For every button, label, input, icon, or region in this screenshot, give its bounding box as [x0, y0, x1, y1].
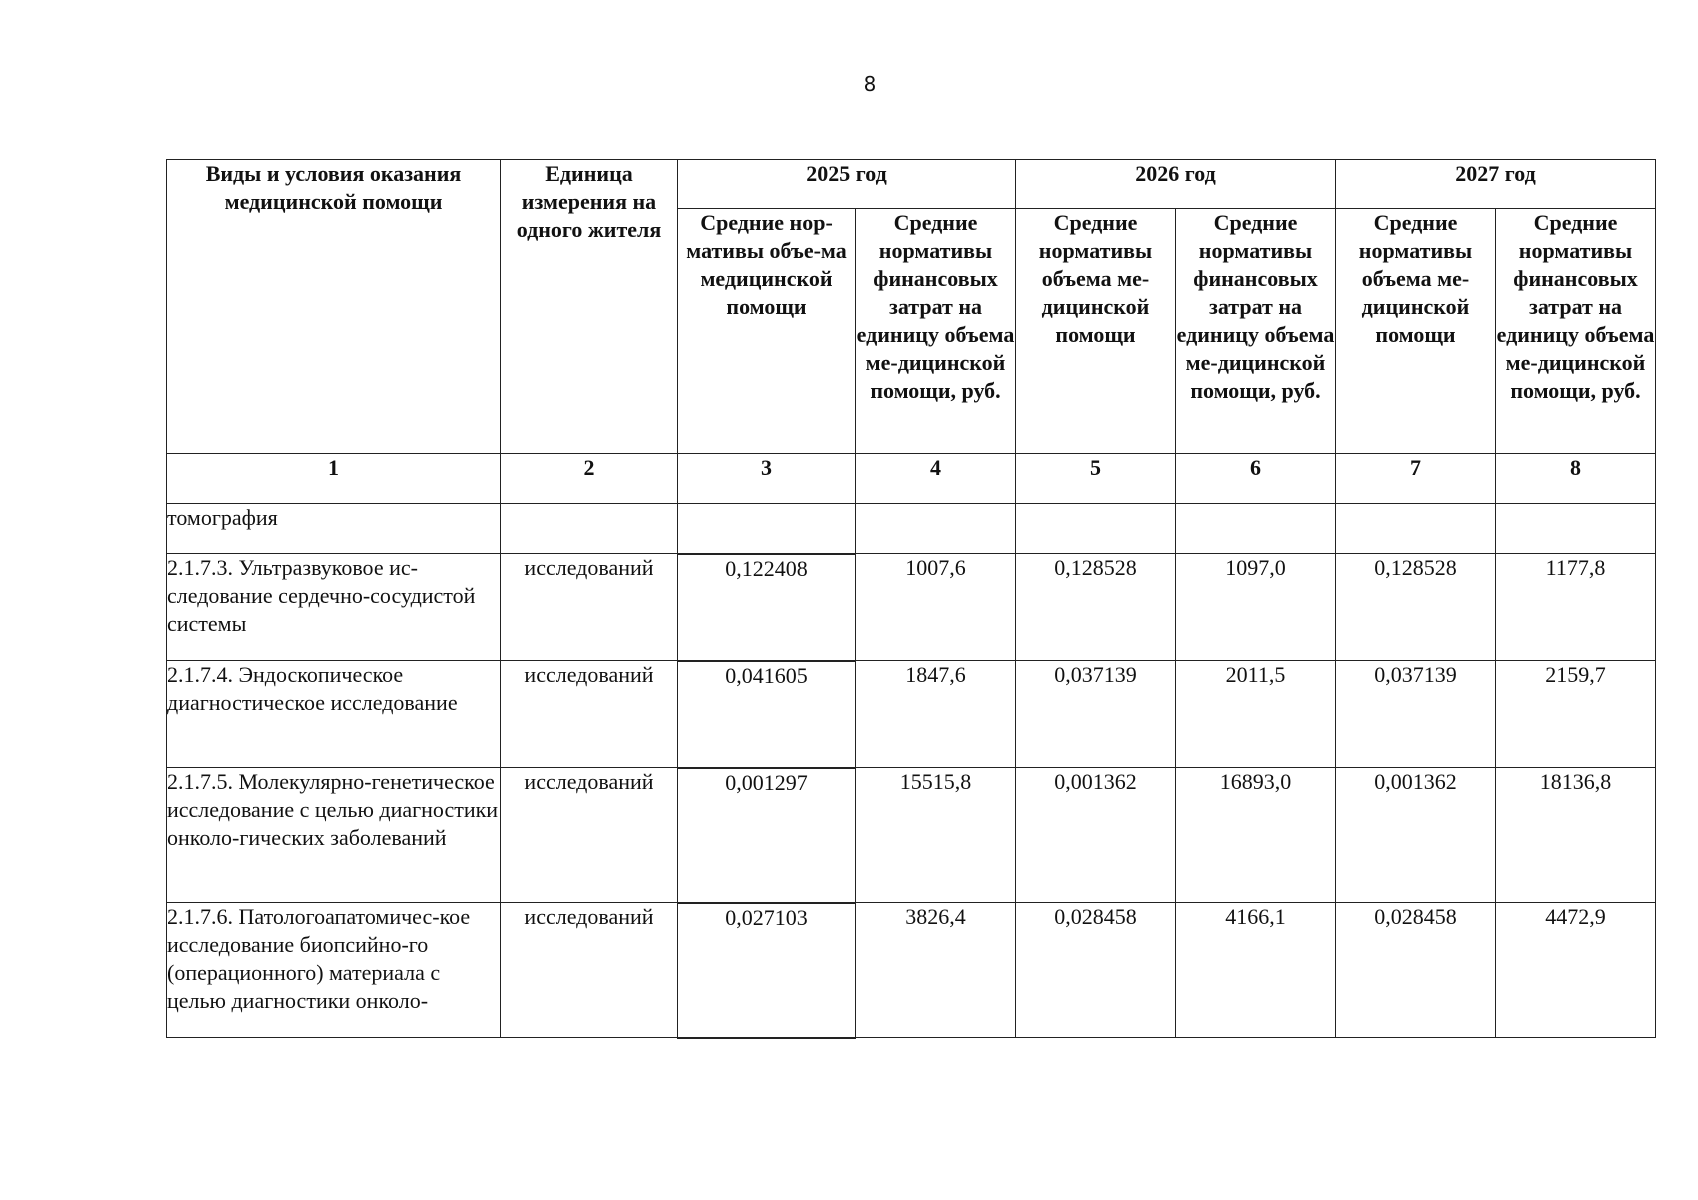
- header-types-of-care: Виды и условия оказания медицинской помощи: [167, 160, 501, 454]
- row-volume-2027: 0,037139: [1336, 661, 1496, 768]
- row-name: 2.1.7.3. Ультразвуковое ис-следование сердечно-сосудистой системы: [167, 554, 501, 661]
- row-unit: исследований: [501, 554, 678, 661]
- header-cost-2027: Средние нормативы финансовых затрат на единицу объема ме-дицинской помощи, руб.: [1496, 209, 1656, 454]
- row-volume-2025: [678, 504, 856, 554]
- row-cost-2027: 4472,9: [1496, 903, 1656, 1038]
- row-volume-2025: 0,027103: [678, 903, 856, 1038]
- row-volume-2026: [1016, 504, 1176, 554]
- row-cost-2026: 16893,0: [1176, 768, 1336, 903]
- header-year-2025: 2025 год: [678, 160, 1016, 209]
- row-cost-2025: 3826,4: [856, 903, 1016, 1038]
- row-cost-2027: 2159,7: [1496, 661, 1656, 768]
- page-number: 8: [863, 72, 877, 96]
- row-cost-2026: 2011,5: [1176, 661, 1336, 768]
- header-year-2027: 2027 год: [1336, 160, 1656, 209]
- column-number: 7: [1336, 454, 1496, 504]
- column-number: 3: [678, 454, 856, 504]
- row-name: 2.1.7.6. Патологоапатомичес-кое исследование биопсийно-го (операционного) материала с целью диагностики онколо-: [167, 903, 501, 1038]
- column-number: 5: [1016, 454, 1176, 504]
- row-volume-2026: 0,037139: [1016, 661, 1176, 768]
- row-cost-2027: 18136,8: [1496, 768, 1656, 903]
- header-volume-2025: Средние нор-мативы объе-ма медицинской помощи: [678, 209, 856, 454]
- row-volume-2025: 0,041605: [678, 661, 856, 768]
- row-cost-2025: [856, 504, 1016, 554]
- row-volume-2027: [1336, 504, 1496, 554]
- row-cost-2027: 1177,8: [1496, 554, 1656, 661]
- row-cost-2027: [1496, 504, 1656, 554]
- column-number: 2: [501, 454, 678, 504]
- table-row: [167, 554, 1656, 661]
- row-unit: исследований: [501, 903, 678, 1038]
- row-volume-2026: 0,001362: [1016, 768, 1176, 903]
- column-number: 1: [167, 454, 501, 504]
- norms-table: [166, 159, 1656, 1039]
- column-number-row: [167, 454, 1656, 504]
- row-cost-2026: [1176, 504, 1336, 554]
- table-row: [167, 661, 1656, 768]
- row-cost-2025: 15515,8: [856, 768, 1016, 903]
- row-volume-2027: 0,001362: [1336, 768, 1496, 903]
- table-row: [167, 768, 1656, 903]
- header-volume-2026: Средние нормативы объема ме-дицинской помощи: [1016, 209, 1176, 454]
- row-unit: исследований: [501, 661, 678, 768]
- row-cost-2026: 4166,1: [1176, 903, 1336, 1038]
- row-unit: исследований: [501, 768, 678, 903]
- row-volume-2027: 0,028458: [1336, 903, 1496, 1038]
- row-cost-2025: 1847,6: [856, 661, 1016, 768]
- row-volume-2026: 0,128528: [1016, 554, 1176, 661]
- row-volume-2025: 0,122408: [678, 554, 856, 661]
- column-number: 4: [856, 454, 1016, 504]
- table-row: [167, 903, 1656, 1038]
- row-cost-2026: 1097,0: [1176, 554, 1336, 661]
- column-number: 6: [1176, 454, 1336, 504]
- row-name: томография: [167, 504, 501, 554]
- header-cost-2026: Средние нормативы финансовых затрат на единицу объема ме-дицинской помощи, руб.: [1176, 209, 1336, 454]
- header-year-2026: 2026 год: [1016, 160, 1336, 209]
- header-volume-2027: Средние нормативы объема ме-дицинской помощи: [1336, 209, 1496, 454]
- row-unit: [501, 504, 678, 554]
- row-volume-2027: 0,128528: [1336, 554, 1496, 661]
- row-name: 2.1.7.5. Молекулярно-генетическое исследование с целью диагностики онколо-гических заболеваний: [167, 768, 501, 903]
- header-row-years: [167, 160, 1656, 209]
- column-number: 8: [1496, 454, 1656, 504]
- table-row: [167, 504, 1656, 554]
- row-volume-2026: 0,028458: [1016, 903, 1176, 1038]
- row-name: 2.1.7.4. Эндоскопическое диагностическое исследование: [167, 661, 501, 768]
- header-cost-2025: Средние нормативы финансовых затрат на единицу объема ме-дицинской помощи, руб.: [856, 209, 1016, 454]
- row-volume-2025: 0,001297: [678, 768, 856, 903]
- row-cost-2025: 1007,6: [856, 554, 1016, 661]
- header-unit: Единица измерения на одного жителя: [501, 160, 678, 454]
